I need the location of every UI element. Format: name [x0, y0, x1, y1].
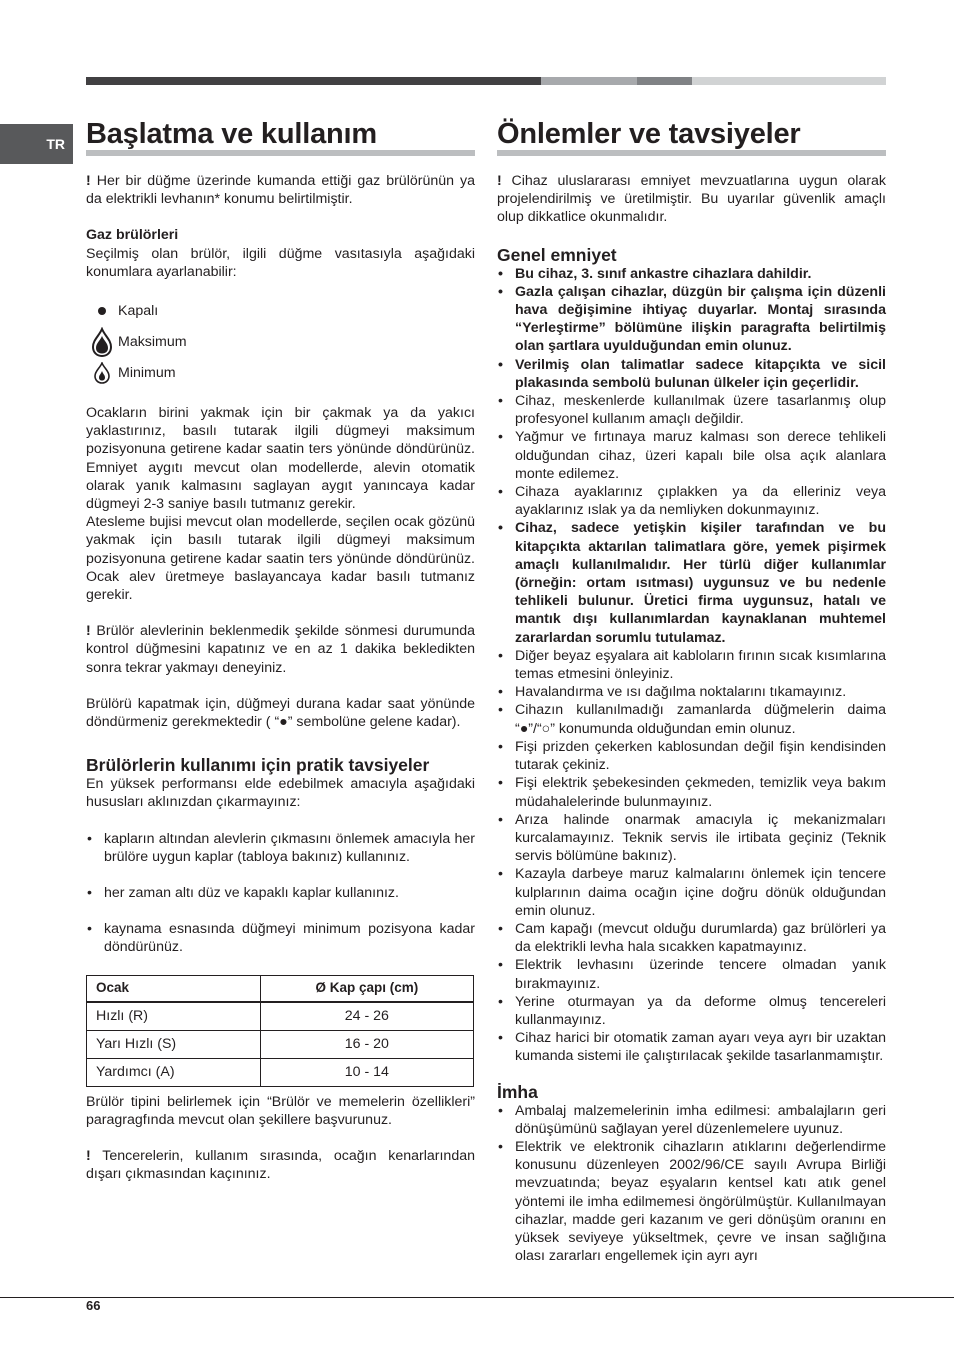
- warning-mark: !: [86, 173, 91, 189]
- list-item: • Cihaza ayaklarınız çıplakken ya da elleriniz veya ayaklarınız ıslak ya da nemliyken dokunmayınız.: [497, 483, 886, 519]
- warning-mark: !: [86, 623, 91, 640]
- language-tab: TR: [0, 124, 73, 164]
- header-bar-mid2: [637, 77, 692, 85]
- disposal-list: [497, 1102, 886, 1266]
- list-item: • her zaman altı düz ve kapaklı kaplar kullanınız.: [86, 884, 475, 902]
- list-item: • Verilmiş olan talimatlar sadece kitapçıkta ve sicil plakasında sembolü bulunan ülkeler için geçerlidir.: [497, 356, 886, 392]
- table-row: [87, 1058, 474, 1086]
- list-item: • Fişi prizden çekerken kablosundan değil fişin kendisinden tutarak çekiniz.: [497, 738, 886, 774]
- table-cell: 16 - 20: [260, 1030, 473, 1058]
- footer-rule: [0, 1297, 954, 1298]
- list-item: • Elektrik levhasını üzerinde tencere olmadan yanık bırakmayınız.: [497, 956, 886, 992]
- right-intro: ! Cihaz uluslararası emniyet mevzuatlarına uygun olarak projelendirilmiş ve üretilmiştir. Bu uyarılar güvenlik amaçlı olup dikkatlice okunmalıdır.: [497, 173, 886, 226]
- list-item: • Kazayla darbeye maruz kalmalarını önlemek için tencere kulplarının daima ocağın içine doğru dönük olduğundan emin olunuz.: [497, 865, 886, 920]
- list-item: • Cihaz, meskenlerde kullanılmak üzere tasarlanmış olup profesyonel kullanım amaçlı değildir.: [497, 392, 886, 428]
- symbol-off: Kapalı: [86, 297, 475, 325]
- symbol-min: Minimum: [86, 359, 475, 387]
- table-row: [87, 1002, 474, 1031]
- right-column: [497, 114, 886, 1265]
- small-flame-icon: [86, 362, 118, 384]
- warning-mark: !: [497, 173, 502, 189]
- warning-pots: ! Tencerelerin, kullanım sırasında, ocağın kenarlarından dışarı çıkmasından kaçınınız.: [86, 1148, 475, 1183]
- header-bar-light: [692, 77, 886, 85]
- page-number: 66: [86, 1298, 101, 1313]
- table-cell: 24 - 26: [260, 1002, 473, 1031]
- large-flame-icon: [86, 327, 118, 357]
- list-item: • Yağmur ve fırtınaya maruz kalması son derece tehlikeli olduğundan cihaz, üzeri kapalı bile olsa açık alanlara monte edilemez.: [497, 428, 886, 483]
- table-cell: Yarı Hızlı (S): [87, 1030, 261, 1058]
- list-item: • kapların altından alevlerin çıkmasını önlemek amacıyla her brülöre uygun kaplar (tabloya bakınız) kullanınız.: [86, 830, 475, 866]
- list-item: • Diğer beyaz eşyalara ait kabloların fırının sıcak kısımlarına temas etmesini önleyiniz.: [497, 647, 886, 683]
- table-row: [87, 1030, 474, 1058]
- header-bar-dark: [86, 77, 541, 85]
- tips-intro: En yüksek performansı elde edebilmek amacıyla aşağıdaki hususları aklınızdan çıkarmayınız:: [86, 776, 475, 811]
- list-item: • Arıza halinde onarmak amacıyla iç mekanizmaları kurcalamayınız. Teknik servis ile irtibata geçiniz (Teknik servis bölümüne bakınız).: [497, 811, 886, 866]
- list-item: • kaynama esnasında düğmeyi minimum pozisyona kadar döndürünüz.: [86, 920, 475, 956]
- warning-flame-out: ! Brülör alevlerinin beklenmedik şekilde sönmesi durumunda kontrol düğmesini kapatınız ve en az 1 dakika bekledikten sonra tekrar yakmayı deneyiniz.: [86, 623, 475, 676]
- left-column: [86, 114, 475, 1184]
- filled-dot-icon: [86, 306, 118, 316]
- disposal-heading: İmha: [497, 1081, 538, 1102]
- list-item: • Bu cihaz, 3. sınıf ankastre cihazlara dahildir.: [497, 265, 886, 283]
- header-bar-mid: [541, 77, 637, 85]
- list-item: • Fişi elektrik şebekesinden çekmeden, temizlik veya bakım müdahalelerinde bulunmayınız.: [497, 774, 886, 810]
- table-header-row: [87, 975, 474, 1002]
- tips-list: [86, 830, 475, 957]
- table-cell: Hızlı (R): [87, 1002, 261, 1031]
- list-item: • Cihaz, sadece yetişkin kişiler tarafından ve bu kitapçıkta aktarılan talimatlara göre, yemek pişirmek amaçlı kullanılmalıdır. Her türlü diğer kullanımlar (örneğin: ortam ısıtması) uygunsuz ve bu nedenle tehlikeli bulunur. Üretici firma uygunsuz, hatalı ve mantık dışı kullanımlardan kaynaklanan muhtemel zararlardan sorumlu tutulamaz.: [497, 519, 886, 646]
- warning-mark: !: [86, 1148, 91, 1165]
- tips-heading: Brülörlerin kullanımı için pratik tavsiyeler: [86, 755, 430, 776]
- right-title: Önlemler ve tavsiyeler: [497, 114, 886, 156]
- list-item: • Havalandırma ve ısı dağılma noktalarını tıkamayınız.: [497, 683, 886, 701]
- close-text: Brülörü kapatmak için, düğmeyi durana kadar saat yönünde döndürmeniz gerekmektedir ( “●” sembolüne gelene kadar).: [86, 695, 475, 731]
- safety-heading: Genel emniyet: [497, 244, 617, 265]
- pot-size-table: [86, 975, 474, 1087]
- list-item: • Yerine oturmayan ya da deforme olmuş tencereleri kullanmayınız.: [497, 993, 886, 1029]
- gas-heading: Gaz brülörleri: [86, 227, 179, 244]
- after-table-text: Brülör tipini belirlemek için “Brülör ve memelerin özellikleri” paragragfında mevcut olan şekillere başvurunuz.: [86, 1093, 475, 1128]
- symbol-list: [86, 297, 475, 387]
- list-item: • Elektrik ve elektronik cihazların atıklarını değerlendirme konusunu düzenleyen 2002/96/CE sayılı Avrupa Birliği mevzuatında; beyaz eşyaların kentsel katı atık genel yöntemi ile imha edilmemesi öngörülmüştür. Kullanılmayan cihazlar, madde geri kazanım ve geri dönüşüm oranını en yüksek seviyeye yükseltmek, çevre ve insan sağlığına olası zararları engellemek için ayrı ayrı: [497, 1138, 886, 1265]
- left-title: Başlatma ve kullanım: [86, 114, 475, 156]
- symbol-max: Maksimum: [86, 325, 475, 359]
- list-item: • Cihaz harici bir otomatik zaman ayarı veya ayrı bir uzaktan kumanda sistemi ile çalıştırılacak şekilde tasarlanmamıştır.: [497, 1029, 886, 1065]
- table-cell: 10 - 14: [260, 1058, 473, 1086]
- table-header: Ø Kap çapı (cm): [260, 975, 473, 1002]
- ignite-text-2: Atesleme bujisi mevcut olan modellerde, seçilen ocak gözünü yakmak için basılı tutarak ilgili dügmeyi maksimum pozisyonuna getirene kadar saatin ters yönünde döndürünüz. Ocak alev üretmeye baslayancaya kadar basılı tutmanız gerekir.: [86, 514, 475, 604]
- safety-list: [497, 265, 886, 1066]
- table-cell: Yardımcı (A): [87, 1058, 261, 1086]
- table-header: Ocak: [87, 975, 261, 1002]
- list-item: • Cihazın kullanılmadığı zamanlarda düğmelerin daima “●”/“○” konumunda olduğundan emin olunuz.: [497, 701, 886, 737]
- list-item: • Gazla çalışan cihazlar, düzgün bir çalışma için düzenli hava değişimine ihtiyaç duyarlar. Montaj sırasında “Yerleştirme” bölümüne ilişkin paragrafta belirtilmiş olan şartlara uyulduğundan emin olunuz.: [497, 283, 886, 356]
- list-item: • Cam kapağı (mevcut olduğu durumlarda) gaz brülörleri ya da elektrikli levha hala sıcakken kapatmayınız.: [497, 920, 886, 956]
- ignite-text-1: Ocakların birini yakmak için bir çakmak ya da yakıcı yaklastırınız, basılı tutarak ilgili dügmeyi maksimum pozisyonuna getirene kadar saatin ters yönünde döndürünüz. Emniyet aygıtı mevcut olan modellerde, alevin otomatik olarak yanık kalmasını saglayan aygıt yanıncaya kadar dügmeyi 2-3 saniye basılı tutmanız gerekir.: [86, 405, 475, 513]
- header-bar: [86, 77, 886, 85]
- list-item: • Ambalaj malzemelerinin imha edilmesi: ambalajların geri dönüşümünü sağlayan yerel düzenlemelere uyunuz.: [497, 1102, 886, 1138]
- left-intro: ! Her bir düğme üzerinde kumanda ettiği gaz brülörünün ya da elektrikli levhanın* konumu belirtilmiştir.: [86, 173, 475, 208]
- gas-text: Seçilmiş olan brülör, ilgili düğme vasıtasıyla aşağıdaki konumlara ayarlanabilir:: [86, 245, 475, 280]
